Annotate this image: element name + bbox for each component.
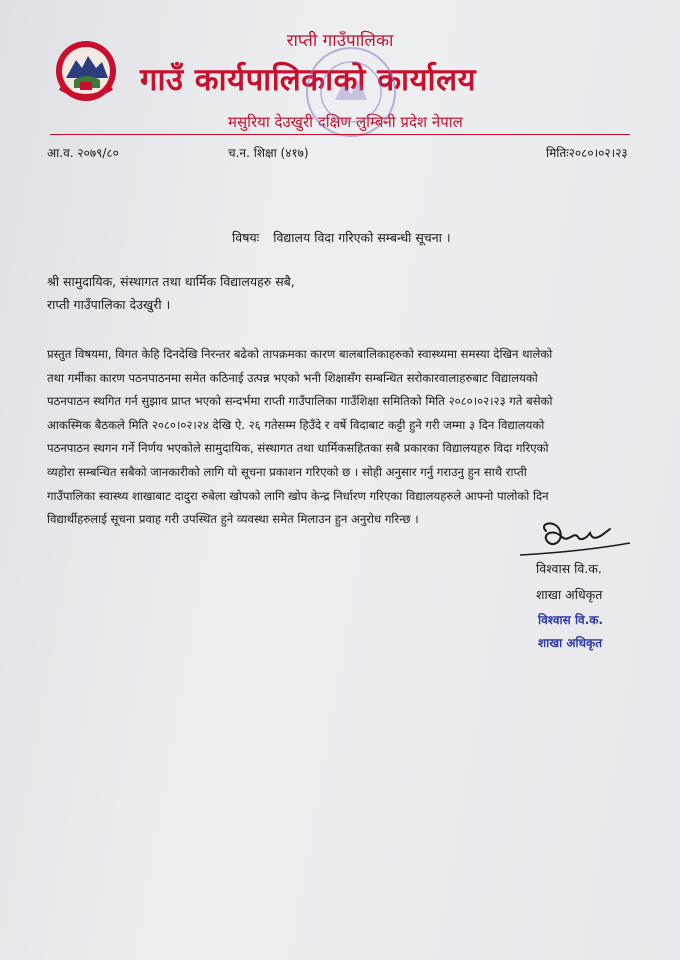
body-line: प्रस्तुत विषयमा, विगत केहि दिनदेखि निरन्तर बढेको तापक्रमका कारण बालबालिकाहरुको स्वास्थ्यमा समस्या देखिन थालेको xyxy=(47,347,553,361)
body-line: व्यहोरा सम्बन्धित सबैको जानकारीको लागि यो सूचना प्रकाशन गरिएको छ । सोही अनुसार गर्नु गराउनु हुन साथै राप्ती xyxy=(47,464,527,479)
body-line: गाउँपालिका स्वास्थ्य शाखाबाट दादुरा रुबेला खोपको लागि खोप केन्द्र निर्धारण गरिएका विद्यालयहरुले आफ्नो पालोको दिन xyxy=(47,488,549,503)
header-rule xyxy=(50,134,630,135)
subject-line xyxy=(232,229,451,246)
municipality-name: राप्ती गाउँपालिका xyxy=(286,31,394,51)
office-stamp-icon xyxy=(303,44,399,140)
addressee-block xyxy=(47,270,295,316)
dispatch-number: च.न. शिक्षा (४१७) xyxy=(228,146,309,160)
letter-body xyxy=(47,343,633,532)
body-line: तथा गर्मीका कारण पठनपाठनमा समेत कठिनाई उत्पन्न भएको भनी शिक्षासँग सम्बन्धित सरोकारवालाहरुबाट विद्यालयको xyxy=(47,370,538,385)
body-line: पठनपाठन स्थगन गर्ने निर्णय भएकोले सामुदायिक, संस्थागत तथा धार्मिकसहितका सबै प्रकारका विद्यालयहरु विदा गरिएको xyxy=(47,441,549,456)
name-seal xyxy=(538,609,603,655)
seal-name: विश्वास वि.क. xyxy=(538,613,604,627)
office-title: गाउँ कार्यपालिकाको कार्यालय xyxy=(140,62,477,98)
body-line: पठनपाठन स्थगित गर्न सुझाव प्राप्त भएको सन्दर्भमा राप्ती गाउँपालिका गाउँशिक्षा समितिको मिति २०८०।०२।२३ गते बसेको xyxy=(47,394,553,409)
letter-date: मितिः२०८०।०२।२३ xyxy=(546,146,628,160)
signatory-title: शाखा अधिकृत xyxy=(536,587,603,602)
seal-title: शाखा अधिकृत xyxy=(538,636,603,650)
office-address: मसुरिया देउखुरी दक्षिण लुम्बिनी प्रदेश नेपाल xyxy=(228,113,463,131)
subject-label: विषयः xyxy=(232,230,260,245)
addressee-line: राप्ती गाउँपालिका देउखुरी । xyxy=(47,297,171,312)
body-line: विद्यार्थीहरुलाई सूचना प्रवाह गरी उपस्थित हुने व्यवस्था समेत मिलाउन हुन अनुरोध गरिन्छ । xyxy=(47,512,419,527)
subject-text: विद्यालय विदा गरिएको सम्बन्धी सूचना । xyxy=(273,230,451,245)
signatory-block xyxy=(536,556,602,608)
signatory-name: विश्वास वि.क. xyxy=(536,561,602,576)
addressee-line: श्री सामुदायिक, संस्थागत तथा धार्मिक विद्यालयहरु सबै, xyxy=(47,274,295,289)
body-line: आकस्मिक बैठकले मिति २०८०।०२।२४ देखि ऐ. २६ गतेसम्म हिउँदे र वर्षे विदाबाट कट्टी हुने गरी जम्मा ३ दिन विद्यालयको xyxy=(47,417,545,432)
fiscal-year: आ.व. २०७९/८० xyxy=(47,146,119,160)
